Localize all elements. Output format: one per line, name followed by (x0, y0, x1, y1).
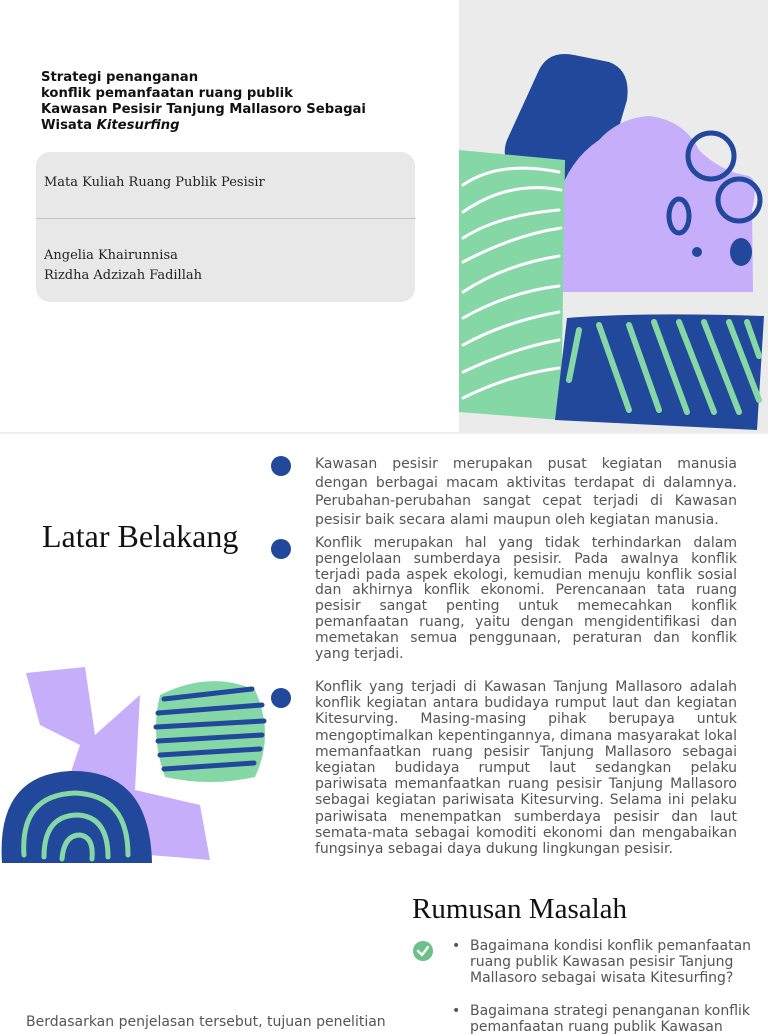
title-line-prefix: Wisata (41, 118, 97, 133)
mint-striped-block (459, 150, 565, 420)
bullet-symbol: • (452, 1003, 461, 1019)
title-line: Strategi penanganan (41, 70, 199, 85)
list-item-text: Bagaimana kondisi konflik pemanfaatan ruang publik Kawasan pesisir Tanjung Mallasoro sebagai wisata Kitesurfing? (470, 938, 752, 986)
paragraph: Konflik merupakan hal yang tidak terhindarkan dalam pengelolaan sumberdaya pesisir. Pada awalnya konflik terjadi pada aspek ekologi, kemudian menuju konflik sosial dan akhirnya konflik ekonomi. Perencanaan tata ruang pesisir sangat penting untuk memecahkan konflik pemanfaatan ruang, yaitu dengan mengidentifikasi dan memetakan semua penggunaan, peraturan dan konflik yang terjadi. (315, 535, 737, 662)
presentation-title (41, 70, 421, 134)
bullet-dot (271, 456, 291, 476)
list-item-text: Bagaimana strategi penanganan konflik pemanfaatan ruang publik Kawasan (470, 1003, 751, 1035)
list-item (452, 938, 752, 986)
title-line: konflik pemanfaatan ruang publik (41, 86, 293, 101)
bottom-text: Berdasarkan penjelasan tersebut, tujuan penelitian (26, 1014, 386, 1030)
decorative-art-panel (459, 0, 768, 432)
mint-striped-circle (156, 681, 265, 782)
author-name: Angelia Khairunnisa (44, 248, 178, 263)
section-heading: Latar Belakang (42, 518, 239, 554)
author-list (44, 246, 202, 286)
paragraph: Konflik yang terjadi di Kawasan Tanjung Mallasoro adalah konflik kegiatan antara budidaya rumput laut dan kegiatan Kitesurving. Masing-masing pihak berupaya untuk mengoptimalkan kepentingannya, dimana masyarakat lokal memanfaatkan ruang pesisir Tanjung Mallasoro sebagai kegiatan budidaya rumput laut sedangkan pelaku pariwisata memanfaatkan ruang pesisir Tanjung Mallasoro sebagai kegiatan pariwisata Kitesurving. Selama ini pelaku pariwisata menempatkan sumberdaya pesisir dan laut semata-mata sebagai komoditi ekonomi dan mengabaikan fungsinya sebagai daya dukung lingkungan pesisir. (315, 679, 737, 858)
slide-divider (0, 432, 768, 434)
dot-shape (730, 238, 752, 266)
navy-striped-block (555, 314, 764, 430)
title-line (41, 118, 421, 134)
course-name: Mata Kuliah Ruang Publik Pesisir (44, 175, 265, 190)
title-italic-word: Kitesurfing (96, 118, 180, 133)
title-line: Kawasan Pesisir Tanjung Mallasoro Sebagai (41, 102, 366, 117)
bullet-dot (271, 539, 291, 559)
bullet-symbol: • (452, 938, 461, 954)
title-slide (0, 0, 768, 432)
decorative-illustration (0, 665, 270, 865)
abstract-shapes-illustration (459, 0, 768, 432)
section-heading: Rumusan Masalah (412, 893, 628, 925)
info-box-divider (36, 218, 416, 219)
list-item (452, 1003, 752, 1035)
dot-shape (692, 247, 702, 257)
check-circle-icon (413, 941, 433, 961)
bullet-dot (271, 688, 291, 708)
author-name: Rizdha Adzizah Fadillah (44, 268, 202, 283)
paragraph: Kawasan pesisir merupakan pusat kegiatan manusia dengan berbagai macam aktivitas terdapat di dalamnya. Perubahan-perubahan sangat cepat terjadi di Kawasan pesisir baik secara alami maupun oleh kegiatan manusia. (315, 456, 737, 528)
